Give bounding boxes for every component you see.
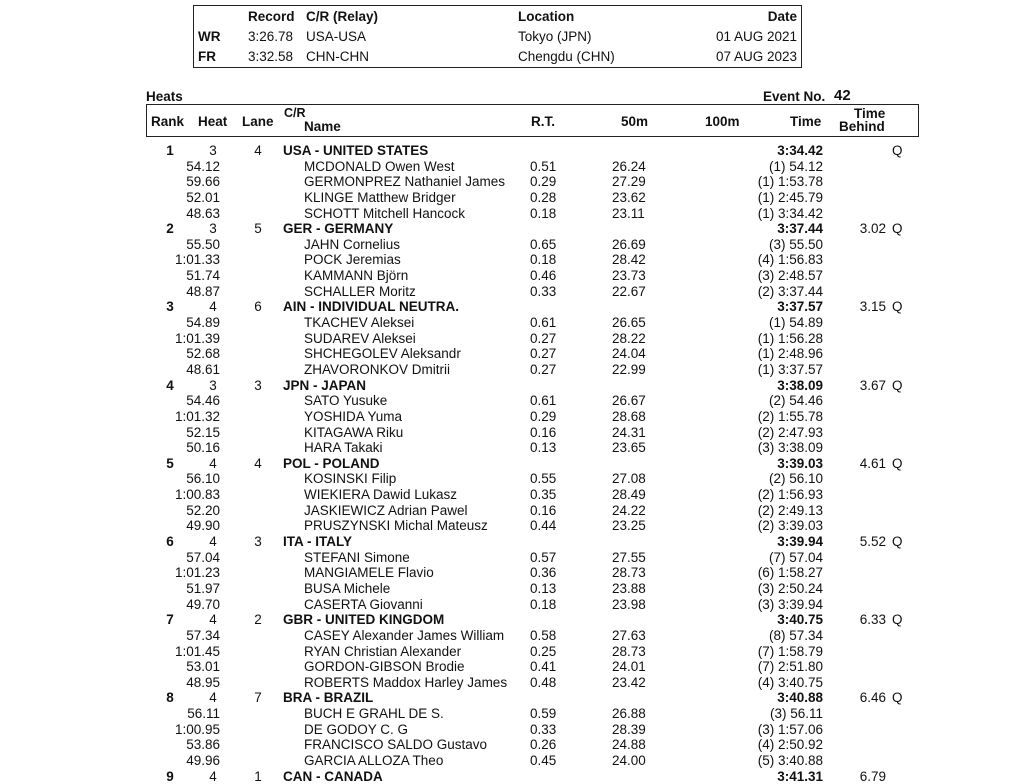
cumulative-time: (1) 1:56.28 [757, 330, 823, 346]
split-100m: 57.04 [186, 549, 220, 565]
split-50m: 24.01 [612, 659, 646, 675]
reaction-time: 0.27 [530, 346, 557, 362]
records-header-cr: C/R (Relay) [306, 9, 379, 24]
team-rank: 8 [166, 690, 174, 706]
split-100m: 52.15 [186, 424, 220, 440]
qualification-mark: Q [892, 143, 903, 158]
swimmer-row [0, 659, 1010, 675]
qualification-mark: Q [892, 690, 903, 706]
reaction-time: 0.28 [530, 189, 557, 205]
records-header-location: Location [518, 9, 575, 24]
team-lane: 6 [254, 299, 262, 315]
swimmer-name: BUSA Michele [304, 580, 391, 596]
qualification-mark: Q [892, 221, 903, 237]
split-50m: 28.68 [612, 408, 646, 424]
qualification-mark: Q [892, 299, 903, 315]
phase-title: Heats [146, 89, 183, 104]
swimmer-name: KOSINSKI Filip [304, 471, 397, 487]
team-row [0, 612, 1010, 628]
split-100m: 48.87 [186, 283, 220, 299]
team-time-behind: 6.33 [859, 612, 886, 628]
split-50m: 23.11 [612, 205, 645, 221]
swimmer-name: CASEY Alexander James William [304, 627, 505, 643]
split-50m: 27.29 [612, 174, 646, 190]
team-lane: 7 [254, 690, 262, 706]
split-50m: 24.04 [612, 346, 646, 362]
reaction-time: 0.13 [530, 440, 557, 456]
cumulative-time: (3) 2:48.57 [757, 268, 823, 284]
cumulative-time: (1) 2:48.96 [757, 346, 823, 362]
col-time: Time [790, 114, 822, 129]
swimmer-name: WIEKIERA Dawid Lukasz [304, 487, 458, 503]
reaction-time: 0.16 [530, 502, 557, 518]
cumulative-time: (8) 57.34 [768, 627, 823, 643]
swimmer-row [0, 393, 1010, 409]
record-location: Chengdu (CHN) [518, 49, 615, 64]
results-body [0, 143, 1010, 784]
team-heat: 3 [209, 221, 217, 237]
cumulative-time: (1) 2:45.79 [757, 189, 823, 205]
reaction-time: 0.48 [530, 674, 557, 690]
cumulative-time: (6) 1:58.27 [757, 565, 823, 581]
split-50m: 23.98 [612, 596, 646, 612]
reaction-time: 0.45 [530, 752, 557, 768]
col-cr: C/R [284, 106, 306, 120]
team-time: 3:34.42 [777, 143, 823, 158]
swimmer-name: YOSHIDA Yuma [304, 408, 403, 424]
split-50m: 28.73 [612, 643, 646, 659]
swimmer-row [0, 237, 1010, 253]
split-50m: 28.73 [612, 565, 646, 581]
split-100m: 53.86 [186, 737, 220, 753]
swimmer-row [0, 190, 1010, 206]
split-100m: 52.68 [186, 346, 220, 362]
split-100m: 48.63 [186, 205, 220, 221]
split-50m: 26.69 [612, 236, 646, 252]
record-type: FR [198, 49, 216, 64]
split-100m: 48.95 [186, 674, 220, 690]
reaction-time: 0.61 [530, 315, 557, 331]
split-100m: 56.10 [186, 471, 220, 487]
swimmer-name: PRUSZYNSKI Michal Mateusz [304, 518, 488, 534]
team-heat: 4 [209, 768, 217, 784]
swimmer-row [0, 722, 1010, 738]
team-name: CAN - CANADA [283, 768, 383, 784]
cumulative-time: (3) 55.50 [768, 236, 823, 252]
team-heat: 4 [209, 455, 217, 471]
team-rank: 5 [166, 455, 174, 471]
team-row [0, 534, 1010, 550]
split-100m: 59.66 [186, 174, 220, 190]
team-rank: 2 [166, 221, 174, 237]
team-heat: 4 [209, 534, 217, 550]
reaction-time: 0.57 [530, 549, 557, 565]
swimmer-name: KITAGAWA Riku [304, 424, 404, 440]
reaction-time: 0.26 [530, 737, 557, 753]
cumulative-time: (1) 3:37.57 [757, 361, 823, 377]
swimmer-row [0, 753, 1010, 769]
swimmer-row [0, 425, 1010, 441]
swimmer-name: SCHALLER Moritz [304, 283, 416, 299]
cumulative-time: (2) 1:56.93 [757, 487, 823, 503]
cumulative-time: (2) 3:39.03 [757, 518, 823, 534]
split-50m: 24.22 [612, 502, 646, 518]
reaction-time: 0.46 [530, 268, 557, 284]
swimmer-row [0, 737, 1010, 753]
cumulative-time: (1) 54.12 [768, 158, 823, 174]
swimmer-row [0, 440, 1010, 456]
split-50m: 22.99 [612, 361, 646, 377]
col-rt: R.T. [531, 114, 556, 129]
split-100m: 1:01.23 [174, 565, 220, 581]
swimmer-row [0, 315, 1010, 331]
split-100m: 1:00.83 [174, 487, 220, 503]
reaction-time: 0.35 [530, 487, 557, 503]
split-50m: 28.49 [612, 487, 646, 503]
record-type: WR [198, 29, 221, 44]
team-time-behind: 5.52 [859, 534, 886, 550]
col-heat: Heat [198, 114, 228, 129]
split-100m: 53.01 [186, 659, 220, 675]
qualification-mark: Q [892, 534, 903, 550]
swimmer-row [0, 706, 1010, 722]
team-name: POL - POLAND [283, 455, 380, 471]
cumulative-time: (7) 57.04 [768, 549, 823, 565]
team-rank: 1 [166, 143, 174, 158]
reaction-time: 0.55 [530, 471, 557, 487]
swimmer-row [0, 362, 1010, 378]
team-rank: 9 [166, 768, 174, 784]
team-heat: 3 [209, 143, 217, 158]
swimmer-name: JASKIEWICZ Adrian Pawel [304, 502, 468, 518]
swimmer-row [0, 409, 1010, 425]
col-100m: 100m [705, 114, 740, 129]
split-100m: 52.01 [186, 189, 220, 205]
swimmer-row [0, 550, 1010, 566]
team-lane: 2 [254, 612, 262, 628]
cumulative-time: (2) 56.10 [768, 471, 823, 487]
swimmer-row [0, 252, 1010, 268]
team-name: GBR - UNITED KINGDOM [283, 612, 445, 628]
reaction-time: 0.51 [530, 158, 557, 174]
split-50m: 27.63 [612, 627, 646, 643]
split-100m: 56.11 [187, 706, 220, 722]
split-100m: 1:01.39 [174, 330, 220, 346]
split-100m: 49.90 [186, 518, 220, 534]
col-name: Name [304, 119, 341, 134]
team-row [0, 769, 1010, 784]
swimmer-row [0, 487, 1010, 503]
cumulative-time: (2) 3:37.44 [757, 283, 823, 299]
split-50m: 23.62 [612, 189, 646, 205]
reaction-time: 0.13 [530, 580, 557, 596]
split-100m: 51.97 [186, 580, 220, 596]
swimmer-name: MCDONALD Owen West [304, 158, 455, 174]
qualification-mark: Q [892, 377, 903, 393]
swimmer-row [0, 268, 1010, 284]
cumulative-time: (3) 1:57.06 [757, 721, 823, 737]
col-rank: Rank [151, 114, 185, 129]
cumulative-time: (3) 2:50.24 [757, 580, 823, 596]
team-heat: 4 [209, 690, 217, 706]
swimmer-name: GARCIA ALLOZA Theo [304, 752, 444, 768]
cumulative-time: (5) 3:40.88 [757, 752, 823, 768]
swimmer-row [0, 346, 1010, 362]
team-rank: 4 [166, 377, 174, 393]
team-time: 3:39.94 [777, 534, 823, 550]
split-100m: 57.34 [186, 627, 220, 643]
cumulative-time: (7) 2:51.80 [757, 659, 823, 675]
split-50m: 23.42 [612, 674, 646, 690]
swimmer-name: SATO Yusuke [304, 393, 388, 409]
reaction-time: 0.18 [530, 205, 557, 221]
reaction-time: 0.44 [530, 518, 557, 534]
results-header [146, 104, 919, 137]
team-time: 3:40.75 [777, 612, 823, 628]
swimmer-row [0, 503, 1010, 519]
split-50m: 28.39 [612, 721, 646, 737]
split-100m: 49.70 [186, 596, 220, 612]
reaction-time: 0.29 [530, 408, 557, 424]
split-50m: 28.22 [612, 330, 646, 346]
cumulative-time: (1) 54.89 [768, 315, 823, 331]
swimmer-row [0, 597, 1010, 613]
team-time: 3:37.44 [777, 221, 823, 237]
records-header-date: Date [767, 9, 797, 24]
team-time-behind: 3.67 [859, 377, 886, 393]
team-heat: 3 [209, 377, 217, 393]
reaction-time: 0.41 [530, 659, 557, 675]
record-holder: CHN-CHN [306, 49, 369, 64]
split-100m: 51.74 [186, 268, 220, 284]
cumulative-time: (2) 1:55.78 [757, 408, 823, 424]
split-50m: 24.00 [612, 752, 646, 768]
team-rank: 6 [166, 534, 174, 550]
team-time: 3:39.03 [777, 455, 823, 471]
team-row [0, 456, 1010, 472]
team-lane: 1 [254, 768, 262, 784]
split-100m: 1:00.95 [174, 721, 220, 737]
swimmer-name: HARA Takaki [304, 440, 383, 456]
swimmer-row [0, 675, 1010, 691]
swimmer-name: RYAN Christian Alexander [304, 643, 462, 659]
split-100m: 48.61 [186, 361, 220, 377]
team-rank: 7 [166, 612, 174, 628]
cumulative-time: (2) 54.46 [768, 393, 823, 409]
team-time-behind: 3.02 [859, 221, 886, 237]
swimmer-name: MANGIAMELE Flavio [304, 565, 434, 581]
reaction-time: 0.65 [530, 236, 557, 252]
reaction-time: 0.36 [530, 565, 557, 581]
reaction-time: 0.33 [530, 283, 557, 299]
team-time-behind: 6.46 [859, 690, 886, 706]
team-row [0, 690, 1010, 706]
split-100m: 55.50 [186, 236, 220, 252]
reaction-time: 0.18 [530, 596, 557, 612]
team-name: ITA - ITALY [283, 534, 352, 550]
team-row [0, 143, 1010, 159]
split-50m: 24.88 [612, 737, 646, 753]
swimmer-name: POCK Jeremias [304, 252, 401, 268]
record-row [194, 48, 801, 66]
reaction-time: 0.29 [530, 174, 557, 190]
col-time-behind-line1: Time [854, 106, 886, 121]
team-name: GER - GERMANY [283, 221, 394, 237]
cumulative-time: (2) 2:49.13 [757, 502, 823, 518]
split-50m: 27.55 [612, 549, 646, 565]
swimmer-row [0, 581, 1010, 597]
swimmer-name: DE GODOY C. G [304, 721, 409, 737]
swimmer-name: KAMMANN Björn [304, 268, 409, 284]
cumulative-time: (2) 2:47.93 [757, 424, 823, 440]
reaction-time: 0.18 [530, 252, 557, 268]
records-header-record: Record [248, 9, 295, 24]
cumulative-time: (4) 2:50.92 [757, 737, 823, 753]
swimmer-row [0, 159, 1010, 175]
records-table [193, 5, 802, 68]
swimmer-name: JAHN Cornelius [304, 236, 401, 252]
swimmer-row [0, 565, 1010, 581]
swimmer-name: SCHOTT Mitchell Hancock [304, 205, 466, 221]
team-time: 3:41.31 [777, 768, 823, 784]
cumulative-time: (4) 3:40.75 [757, 674, 823, 690]
event-label: Event No. [763, 89, 826, 104]
split-50m: 26.88 [612, 706, 646, 722]
team-lane: 3 [254, 377, 262, 393]
team-row [0, 221, 1010, 237]
reaction-time: 0.25 [530, 643, 557, 659]
split-100m: 54.12 [186, 158, 220, 174]
swimmer-row [0, 471, 1010, 487]
team-heat: 4 [209, 612, 217, 628]
split-100m: 1:01.33 [174, 252, 220, 268]
record-holder: USA-USA [306, 29, 367, 44]
team-name: AIN - INDIVIDUAL NEUTRA. [283, 299, 460, 315]
cumulative-time: (1) 3:34.42 [757, 205, 823, 221]
reaction-time: 0.58 [530, 627, 557, 643]
split-100m: 49.96 [186, 752, 220, 768]
split-50m: 28.42 [612, 252, 646, 268]
record-time: 3:26.78 [248, 29, 294, 44]
swimmer-row [0, 206, 1010, 222]
team-name: BRA - BRAZIL [283, 690, 374, 706]
record-time: 3:32.58 [248, 49, 294, 64]
team-time-behind: 4.61 [859, 455, 886, 471]
reaction-time: 0.16 [530, 424, 557, 440]
reaction-time: 0.61 [530, 393, 557, 409]
split-50m: 23.25 [612, 518, 646, 534]
swimmer-name: SHCHEGOLEV Aleksandr [304, 346, 461, 362]
swimmer-name: ZHAVORONKOV Dmitrii [304, 361, 451, 377]
swimmer-name: GERMONPREZ Nathaniel James [304, 174, 506, 190]
split-100m: 52.20 [186, 502, 220, 518]
event-number: 42 [834, 87, 851, 104]
swimmer-name: GORDON-GIBSON Brodie [304, 659, 465, 675]
split-100m: 54.89 [186, 315, 220, 331]
team-lane: 4 [254, 143, 262, 158]
swimmer-row [0, 331, 1010, 347]
team-time-behind: 6.79 [859, 768, 886, 784]
swimmer-name: FRANCISCO SALDO Gustavo [304, 737, 488, 753]
swimmer-name: BUCH E GRAHL DE S. [304, 706, 444, 722]
record-date: 01 AUG 2021 [715, 29, 797, 44]
split-100m: 54.46 [186, 393, 220, 409]
reaction-time: 0.33 [530, 721, 557, 737]
team-time: 3:40.88 [777, 690, 823, 706]
swimmer-name: ROBERTS Maddox Harley James [304, 674, 508, 690]
team-lane: 5 [254, 221, 262, 237]
cumulative-time: (1) 1:53.78 [757, 174, 823, 190]
qualification-mark: Q [892, 455, 903, 471]
split-50m: 26.24 [612, 158, 646, 174]
split-100m: 1:01.32 [174, 408, 220, 424]
col-lane: Lane [242, 114, 274, 129]
swimmer-name: KLINGE Matthew Bridger [304, 189, 456, 205]
split-50m: 23.73 [612, 268, 646, 284]
records-header [194, 8, 801, 26]
col-50m: 50m [621, 114, 649, 129]
cumulative-time: (3) 3:39.94 [757, 596, 823, 612]
record-date: 07 AUG 2023 [715, 49, 797, 64]
swimmer-row [0, 174, 1010, 190]
split-50m: 26.67 [612, 393, 646, 409]
col-time-behind-line2: Behind [839, 119, 885, 134]
swimmer-name: SUDAREV Aleksei [304, 330, 416, 346]
team-name: JPN - JAPAN [283, 377, 367, 393]
swimmer-row [0, 518, 1010, 534]
team-lane: 4 [254, 455, 262, 471]
swimmer-row [0, 644, 1010, 660]
team-row [0, 378, 1010, 394]
reaction-time: 0.27 [530, 330, 557, 346]
reaction-time: 0.27 [530, 361, 557, 377]
split-50m: 23.88 [612, 580, 646, 596]
split-100m: 1:01.45 [174, 643, 220, 659]
team-time: 3:38.09 [777, 377, 823, 393]
split-50m: 27.08 [612, 471, 646, 487]
cumulative-time: (7) 1:58.79 [757, 643, 823, 659]
record-location: Tokyo (JPN) [518, 29, 592, 44]
swimmer-row [0, 628, 1010, 644]
qualification-mark: Q [892, 612, 903, 628]
team-name: USA - UNITED STATES [283, 143, 429, 158]
cumulative-time: (4) 1:56.83 [757, 252, 823, 268]
cumulative-time: (3) 3:38.09 [757, 440, 823, 456]
swimmer-name: TKACHEV Aleksei [304, 315, 415, 331]
swimmer-row [0, 284, 1010, 300]
team-time-behind: 3.15 [859, 299, 886, 315]
team-time: 3:37.57 [777, 299, 823, 315]
team-lane: 3 [254, 534, 262, 550]
split-50m: 22.67 [612, 283, 646, 299]
team-rank: 3 [166, 299, 174, 315]
split-50m: 24.31 [612, 424, 646, 440]
swimmer-name: CASERTA Giovanni [304, 596, 423, 612]
team-heat: 4 [209, 299, 217, 315]
cumulative-time: (3) 56.11 [769, 706, 823, 722]
record-row [194, 28, 801, 46]
reaction-time: 0.59 [530, 706, 557, 722]
team-row [0, 299, 1010, 315]
split-50m: 26.65 [612, 315, 646, 331]
swimmer-name: STEFANI Simone [304, 549, 410, 565]
split-100m: 50.16 [186, 440, 220, 456]
split-50m: 23.65 [612, 440, 646, 456]
